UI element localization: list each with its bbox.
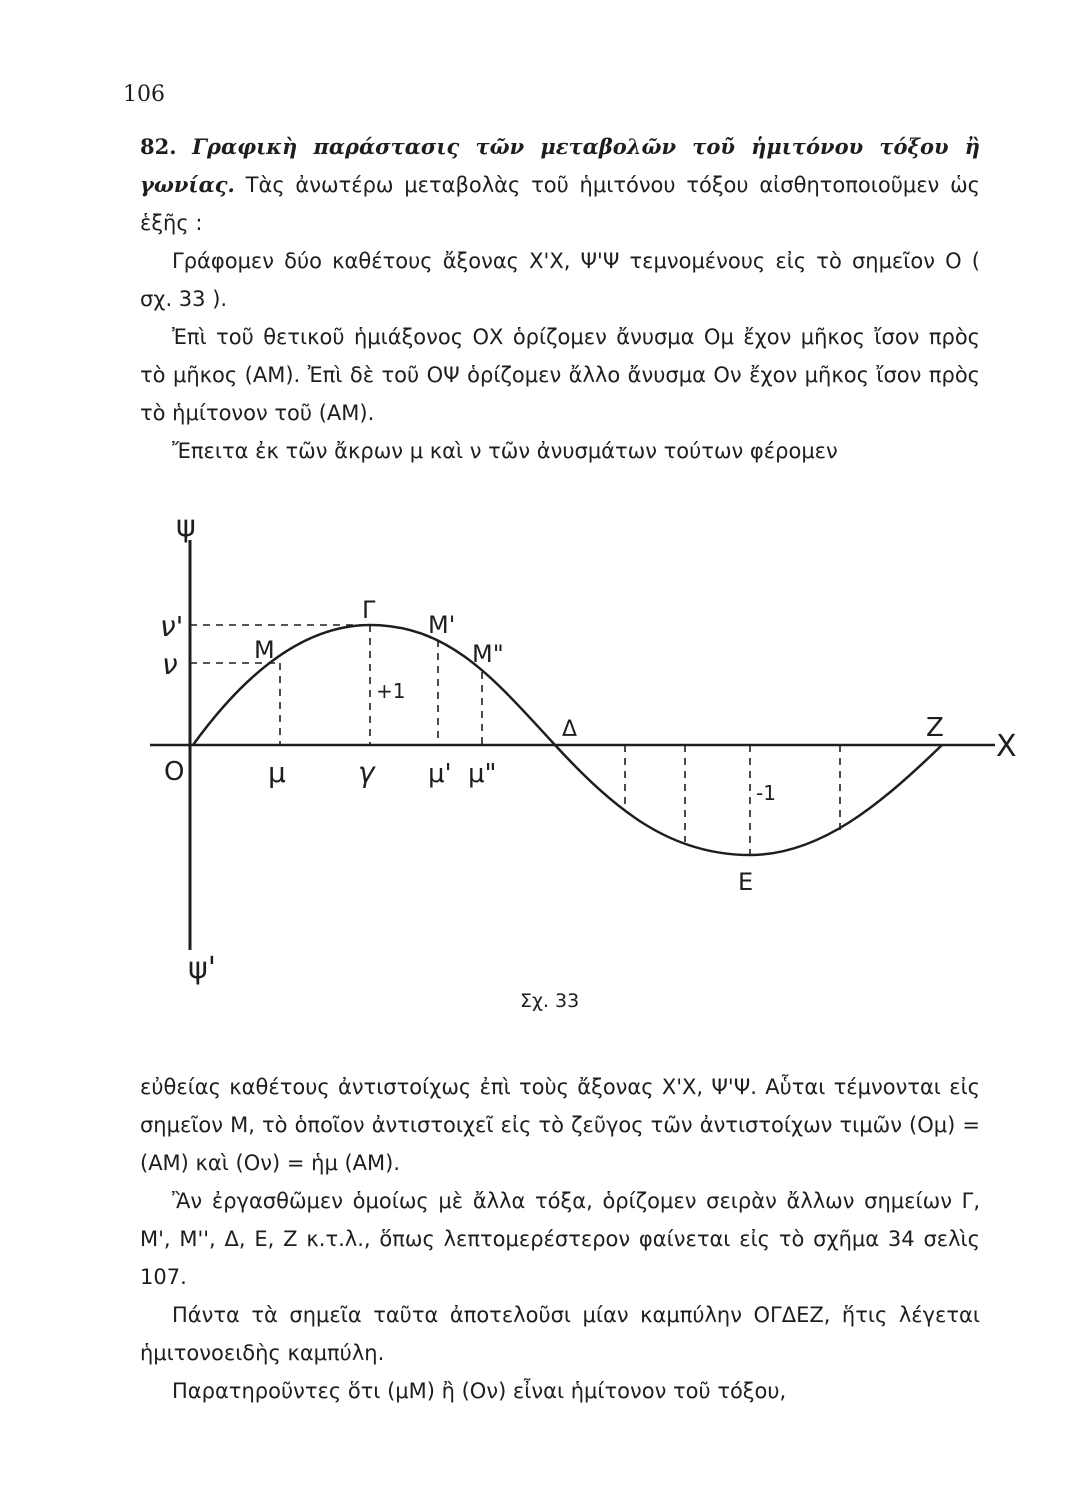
section-number: 82.: [140, 134, 177, 159]
point-M-label: M: [254, 636, 275, 664]
mu-label: μ: [268, 756, 286, 789]
page-number: 106: [123, 82, 165, 107]
point-E-label: E: [738, 868, 754, 896]
figure-caption: Σχ. 33: [520, 990, 580, 1012]
paragraph: Παρατηροῦντες ὅτι (μΜ) ἢ (Ον) εἶναι ἡμίτονον τοῦ τόξου,: [172, 1379, 787, 1403]
paragraph: Γράφομεν δύο καθέτους ἄξονας Χ'Χ, Ψ'Ψ τεμνομένους εἰς τὸ σημεῖον Ο ( σχ. 33 ).: [140, 249, 980, 311]
nu-prime-label: ν': [160, 610, 184, 643]
paragraph: Ἔπειτα ἐκ τῶν ἄκρων μ καὶ ν τῶν ἀνυσμάτων τούτων φέρομεν: [172, 439, 838, 463]
psi-label: ψ: [176, 509, 196, 544]
plus-one-label: +1: [376, 679, 406, 703]
origin-label: O: [164, 757, 185, 787]
section-paragraph: [140, 128, 980, 242]
paragraph: Ἂν ἐργασθῶμεν ὁμοίως μὲ ἄλλα τόξα, ὁρίζομεν σειρὰν ἄλλων σημείων Γ, Μ', Μ'', Δ, Ε, Ζ κ.τ.λ., ὅπως λεπτομερέστερον φαίνεται εἰς τὸ σχῆμα 34 σελὶς 107.: [140, 1189, 980, 1289]
point-Gamma-label: Γ: [362, 596, 376, 624]
nu-label: ν: [162, 648, 178, 681]
psi-prime-label: ψ': [188, 951, 217, 986]
paragraph: Πάντα τὰ σημεῖα ταῦτα ἀποτελοῦσι μίαν καμπύλην ΟΓΔΕΖ, ἥτις λέγεται ἡμιτονοειδὴς καμπύλη.: [140, 1303, 980, 1365]
mu-double-label: μ": [468, 759, 497, 789]
section-heading: Γραφικὴ παράστασις τῶν μεταβολῶν τοῦ ἡμιτόνου τόξου ἢ γωνίας.: [140, 134, 980, 197]
point-M-double-label: M": [472, 640, 504, 668]
x-axis-label: X: [996, 729, 1017, 764]
point-Z-label: Z: [926, 713, 944, 743]
mu-prime-label: μ': [428, 759, 452, 789]
minus-one-label: -1: [756, 781, 776, 805]
point-Delta-label: Δ: [562, 717, 578, 742]
point-M-prime-label: M': [428, 611, 456, 639]
sine-figure: [150, 500, 1040, 990]
gamma-label: γ: [358, 756, 375, 789]
text-block-upper: [140, 128, 980, 470]
section-intro: Τὰς ἀνωτέρω μεταβολὰς τοῦ ἡμιτόνου τόξου αἰσθητοποιοῦμεν ὡς ἑξῆς :: [140, 173, 980, 235]
paragraph: Ἐπὶ τοῦ θετικοῦ ἡμιάξονος ΟΧ ὁρίζομεν ἄνυσμα Ομ ἔχον μῆκος ἴσον πρὸς τὸ μῆκος (ΑΜ). Ἐπὶ δὲ τοῦ ΟΨ ὁρίζομεν ἄλλο ἄνυσμα Ον ἔχον μῆκος ἴσον πρὸς τὸ ἡμίτονον τοῦ (ΑΜ).: [140, 325, 980, 425]
projection-lines: [190, 625, 840, 855]
paragraph: εὐθείας καθέτους ἀντιστοίχως ἐπὶ τοὺς ἄξονας Χ'Χ, Ψ'Ψ. Αὗται τέμνονται εἰς σημεῖον Μ, τὸ ὁποῖον ἀντιστοιχεῖ εἰς τὸ ζεῦγος τῶν ἀντιστοίχων τιμῶν (Ομ) = (ΑΜ) καὶ (Ον) = ἡμ (ΑΜ).: [140, 1075, 980, 1175]
text-block-lower: [140, 1068, 980, 1410]
